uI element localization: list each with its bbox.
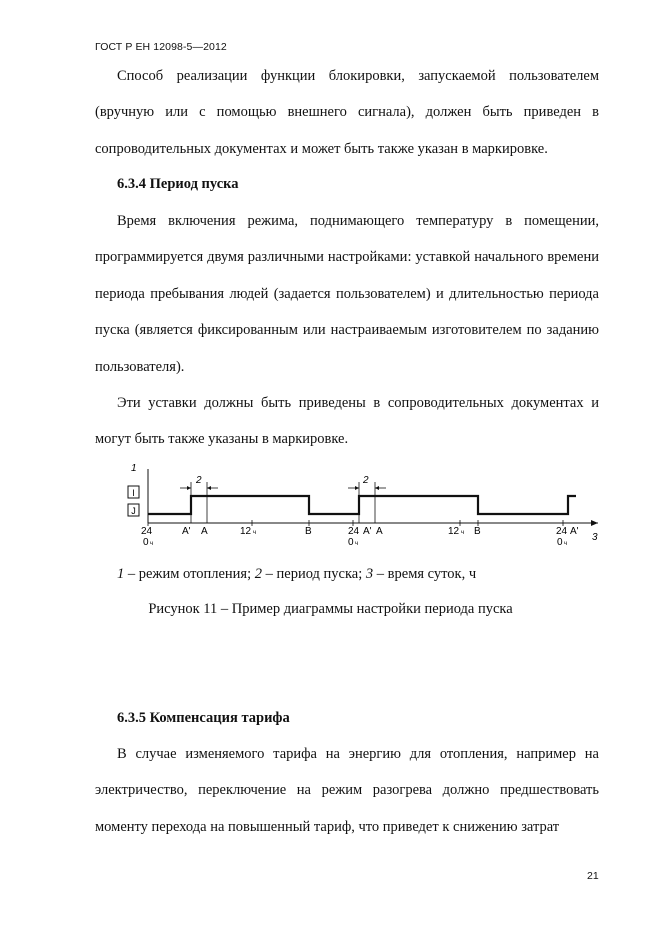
tick-label-b: B: [305, 526, 312, 537]
level-low-label: J: [131, 506, 136, 516]
tick-label-a-prime: A': [182, 526, 191, 537]
tick-label-a-prime: A': [570, 526, 579, 537]
legend-number-3: 3: [365, 566, 374, 582]
tick-label-b: B: [474, 526, 481, 537]
level-high-label: I: [132, 488, 135, 498]
legend-text-2: – период пуска;: [262, 566, 366, 582]
paragraph-settings-docs: Эти уставки должны быть приведены в сопроводительных документах и могут быть также указаны в маркировке.: [95, 395, 599, 448]
legend-number-1: 1: [117, 566, 125, 582]
tick-label-hour-unit: ч: [150, 541, 154, 547]
tick-label-a-prime: A': [363, 526, 372, 537]
legend-text-3: – время суток, ч: [373, 566, 477, 582]
paragraph-startup-time: Время включения режима, поднимающего температуру в помещении, программируется двумя различными настройками: уставкой начального времени периода пребывания людей (задается пользователем) и длительностью периода пуска (является фиксированным или настраиваемым изготовителем по заданию пользователя).: [95, 213, 599, 375]
figure-caption: Рисунок 11 – Пример диаграммы настройки периода пуска: [148, 601, 513, 617]
tick-label-12: 12: [240, 526, 252, 537]
tick-label-24: 24: [141, 526, 153, 537]
startup-callout-2: 2: [363, 475, 369, 486]
tick-label-a: A: [201, 526, 208, 537]
heating-mode-signal: [148, 496, 576, 514]
figure-legend: [117, 566, 476, 583]
tick-label-hour-unit: ч: [461, 530, 465, 536]
tick-label-0: 0: [348, 537, 354, 548]
legend-text-1: – режим отопления;: [124, 566, 255, 582]
paragraph-tariff-compensation: В случае изменяемого тарифа на энергию для отопления, например на электричество, переключение на режим разогрева должно предшествовать моменту перехода на повышенный тариф, что приведет к снижению затрат: [95, 746, 599, 835]
tick-label-24: 24: [556, 526, 568, 537]
tick-label-12: 12: [448, 526, 460, 537]
startup-period-diagram: [0, 455, 661, 555]
tick-label-hour-unit: ч: [355, 541, 359, 547]
section-6-3-4-heading: 6.3.4 Период пуска: [117, 176, 239, 192]
y-axis-callout: 1: [131, 463, 137, 474]
tick-label-0: 0: [557, 537, 563, 548]
legend-number-2: 2: [254, 566, 262, 582]
startup-callout-1: 2: [196, 475, 202, 486]
page-number: 21: [587, 870, 599, 882]
paragraph-blocking-function: Способ реализации функции блокировки, запускаемой пользователем (вручную или с помощью внешнего сигнала), должен быть приведен в сопроводительных документах и может быть также указан в маркировке.: [95, 68, 599, 157]
section-6-3-5-heading: 6.3.5 Компенсация тарифа: [117, 710, 290, 726]
tick-label-24: 24: [348, 526, 360, 537]
document-header: ГОСТ Р ЕН 12098-5—2012: [95, 41, 227, 53]
tick-label-0: 0: [143, 537, 149, 548]
tick-label-hour-unit: ч: [564, 541, 568, 547]
x-axis-callout: 3: [592, 532, 598, 543]
tick-label-hour-unit: ч: [253, 530, 257, 536]
tick-label-a: A: [376, 526, 383, 537]
